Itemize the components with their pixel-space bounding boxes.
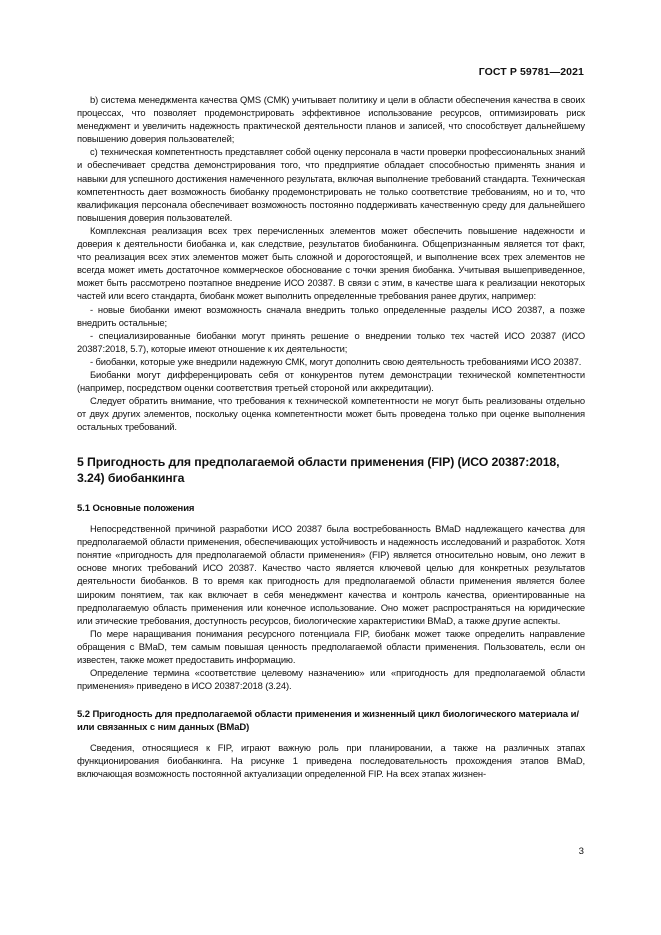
paragraph-differentiation: Биобанки могут дифференцировать себя от конкурентов путем демонстрации технической компетентности (например, посредством оценки соответствия третьей стороной или аккредитации). [77,368,585,394]
section-5-heading: 5 Пригодность для предполагаемой области применения (FIP) (ИСО 20387:2018, 3.24) биобанкинга [77,455,560,486]
paragraph-5-1-reason: Непосредственной причиной разработки ИСО 20387 была востребованность BMaD надлежащего качества для предполагаемой области применения, обеспечивающих устойчивость и надежность исследований и разработок. Хотя понятие «пригодность для предполагаемой области применения» (FIP) является относительно новым, оно лежит в основе многих требований ИСО 20387. Качество часто является ключевой целью для конкретных результатов деятельности биобанков. В то время как пригодность для предполагаемой области применения является более широким понятием, так как включает в себя менеджмент качества и контроль качества, ориентированные на предполагаемую область применения или конечное использование. Оно может распространяться на юридические или этические требования, доступность ресурсов, биологические характеристики BMaD, а также другие аспекты. [77,523,585,626]
subsection-5-1-heading: 5.1 Основные положения [77,502,195,514]
paragraph-5-2-info: Сведения, относящиеся к FIP, играют важную роль при планировании, а также на различных этапах функционирования биобанкинга. На рисунке 1 приведена последовательность прохождения этапов BMaD, включающая возможность постоянной актуализации определенной FIP. На всех этапах жизнен- [77,742,585,780]
paragraph-comprehensive-implementation: Комплексная реализация всех трех перечисленных элементов может обеспечить повышение надежности и доверия к деятельности биобанка и, как следствие, результатов биобанкинга. Общепризнанным является тот факт, что реализация всех этих элементов может быть сложной и дорогостоящей, и выполнение всех трех элементов не всегда может иметь достаточное коммерческое обоснование с точки зрения биобанка. Учитывая вышеприведенное, может быть рассмотрено поэтапное внедрение ИСО 20387. В связи с этим, в качестве шага к реализации некоторых частей или всего стандарта, биобанк может выполнить определенные требования ранее других, например: [77,224,585,302]
paragraph-item-b: b) система менеджмента качества QMS (СМК) учитывает политику и цели в области обеспечения качества в своих процессах, что позволяет продемонстрировать эффективное использование ресурсов, оптимизировать риск менеджмент и увеличить надежность практической деятельности планов и записей, что способствует дальнейшему повышению доверия пользователей; [77,94,585,145]
paragraph-attention-note: Следует обратить внимание, что требования к технической компетентности не могут быть реализованы отдельно от двух других элементов, поскольку оценка компетентности может быть проведена только при оценке выполнения остальных требований. [77,395,585,433]
paragraph-5-1-definition: Определение термина «соответствие целевому назначению» или «пригодность для предполагаемой области применения» приведено в ИСО 20387:2018 (3.24). [77,667,585,692]
paragraph-5-1-understanding: По мере наращивания понимания ресурсного потенциала FIP, биобанк может также определить направление обращения с BMaD, тем самым повышая ценность предполагаемой области применения. Пользователь, если он известен, также может предоставить информацию. [77,627,585,665]
page-number: 3 [578,846,584,857]
subsection-5-2-heading: 5.2 Пригодность для предполагаемой области применения и жизненный цикл биологического материала и/или связанных с ним данных (BMaD) [77,709,579,733]
paragraph-item-c: c) техническая компетентность представляет собой оценку персонала в части проверки профессиональных знаний и обеспечивает средства демонстрирования того, что предприятие обладает способностью применять знания и навыки для успешного достижения намеченного результата, включая выполнение требований стандарта. Техническая компетентность дает возможность биобанку продемонстрировать не только соответствие требованиям, но и то, что квалификация персонала обеспечивает возможность постоянно поддерживать качественную среду для дальнейшего повышения доверия пользователей. [77,146,585,223]
list-item-specialized-biobanks: - специализированные биобанки могут принять решение о внедрении только тех частей ИСО 20387 (ИСО 20387:2018, 5.7), которые имеют отношение к их деятельности; [77,329,585,354]
page-content [77,93,585,780]
list-item-new-biobanks: - новые биобанки имеют возможность сначала внедрить только определенные разделы ИСО 20387, а позже внедрить остальные; [77,303,585,328]
list-item-qms-biobanks: - биобанки, которые уже внедрили надежную СМК, могут дополнить свою деятельность требованиями ИСО 20387. [90,355,582,367]
document-code: ГОСТ Р 59781—2021 [478,66,584,78]
